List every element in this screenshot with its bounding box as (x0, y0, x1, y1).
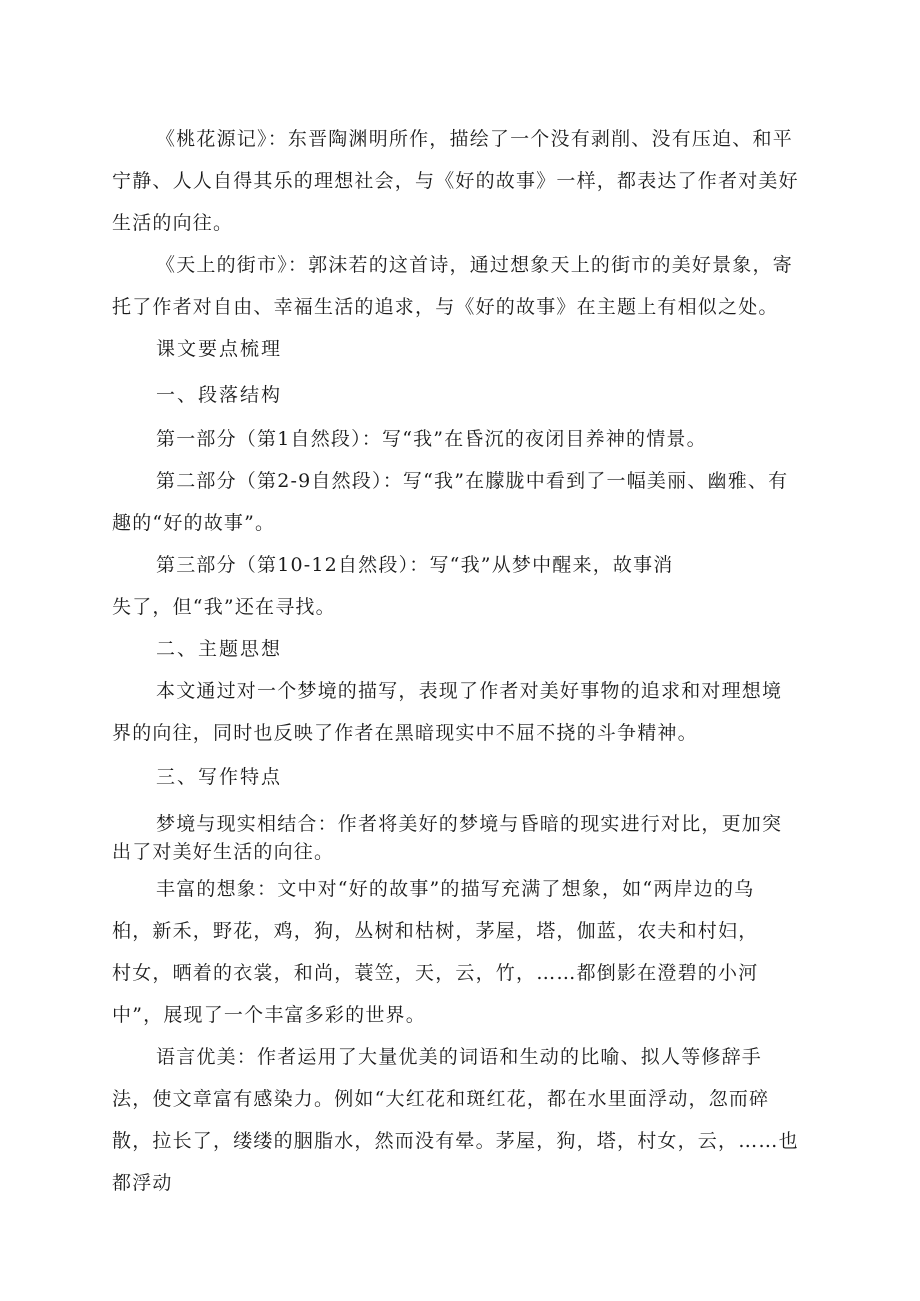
feature-imagination: 丰富的想象：文中对“好的故事”的描写充满了想象，如“两岸边的乌桕，新禾，野花，鸡，狗，丛树和枯树，茅屋，塔，伽蓝，农夫和村妇，村女，晒着的衣裳，和尚，蓑笠，天，云，竹，……都倒影在澄碧的小河中”，展现了一个丰富多彩的世界。 (112, 878, 759, 1026)
structure-part-three: 第三部分（第10-12自然段）：写“我”从梦中醒来，故事消 (156, 554, 674, 576)
heading-writing-features: 三、写作特点 (156, 766, 283, 788)
structure-part-one: 第一部分（第1自然段）：写“我”在昏沉的夜闭目养神的情景。 (156, 428, 707, 450)
heading-theme: 二、主题思想 (156, 638, 283, 660)
feature-language: 语言优美：作者运用了大量优美的词语和生动的比喻、拟人等修辞手法，使文章富有感染力。例如“大红花和斑红花，都在水里面浮动，忽而碎散，拉长了，缕缕的胭脂水，然而没有晕。茅屋，狗，塔，村女，云，……也都浮动 (112, 1046, 799, 1194)
heading-key-points: 课文要点梳理 (156, 338, 283, 360)
feature-dream-reality: 梦境与现实相结合：作者将美好的梦境与昏暗的现实进行对比，更加突出了对美好生活的向往。 (112, 813, 783, 863)
structure-part-two: 第二部分（第2-9自然段）：写“我”在朦胧中看到了一幅美丽、幽雅、有趣的“好的故事”。 (112, 470, 789, 534)
paragraph-theme: 本文通过对一个梦境的描写，表现了作者对美好事物的追求和对理想境界的向往，同时也反映了作者在黑暗现实中不屈不挠的斗争精神。 (112, 680, 783, 744)
paragraph-tianshang-jieshi: 《天上的街市》：郭沫若的这首诗，通过想象天上的街市的美好景象，寄托了作者对自由、幸福生活的追求，与《好的故事》在主题上有相似之处。 (112, 254, 793, 318)
paragraph-taohuayuanji: 《桃花源记》：东晋陶渊明所作，描绘了一个没有剥削、没有压迫、和平宁静、人人自得其乐的理想社会，与《好的故事》一样，都表达了作者对美好生活的向往。 (112, 128, 799, 234)
heading-paragraph-structure: 一、段落结构 (156, 384, 283, 406)
structure-part-three-continued: 失了，但“我”还在寻找。 (112, 596, 336, 618)
